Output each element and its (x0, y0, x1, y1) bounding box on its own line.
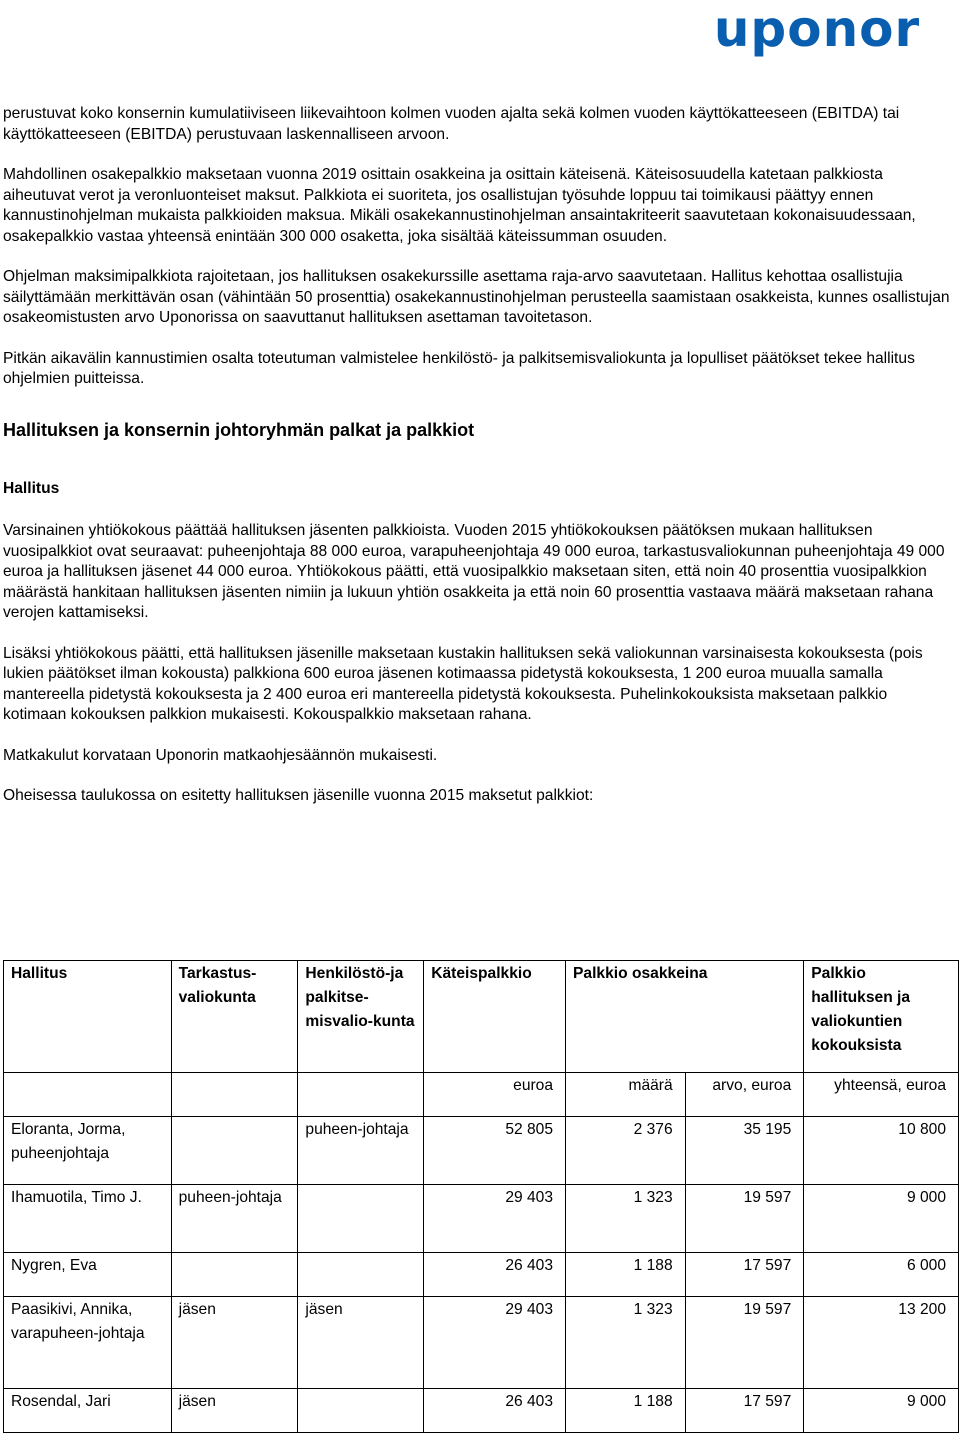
hr-committee-role: jäsen (298, 1297, 424, 1389)
hr-committee-role (298, 1389, 424, 1433)
header-kateispalkkio: Käteispalkkio (424, 961, 566, 1073)
subsection-heading: Hallitus (3, 479, 60, 497)
member-name: Ihamuotila, Timo J. (4, 1185, 172, 1253)
table-header-row (4, 961, 959, 1073)
member-name: Rosendal, Jari (4, 1389, 172, 1433)
table-row (4, 1253, 959, 1297)
board-fees-table (3, 960, 959, 1433)
meeting-fees: 9 000 (804, 1185, 959, 1253)
meeting-fees: 10 800 (804, 1117, 959, 1185)
units-cell (171, 1073, 298, 1117)
share-count: 1 323 (566, 1297, 686, 1389)
logo-wordmark: uponor (713, 2, 921, 58)
units-cell: määrä (566, 1073, 686, 1117)
table-row (4, 1297, 959, 1389)
header-hallitus: Hallitus (4, 961, 172, 1073)
table-row (4, 1117, 959, 1185)
share-value: 35 195 (685, 1117, 804, 1185)
uponor-logo (702, 2, 932, 62)
paragraph-8: Oheisessa taulukossa on esitetty hallituksen jäsenille vuonna 2015 maksetut palkkiot: (3, 787, 594, 804)
header-palkkio-osakkeina: Palkkio osakkeina (566, 961, 804, 1073)
share-value: 19 597 (685, 1185, 804, 1253)
audit-committee-role: jäsen (171, 1389, 298, 1433)
meeting-fees: 6 000 (804, 1253, 959, 1297)
audit-committee-role: puheen-johtaja (171, 1185, 298, 1253)
paragraph-6: Lisäksi yhtiökokous päätti, että hallituksen jäsenille maksetaan kustakin hallituksen sekä valiokunnan varsinaisesta kokouksesta (pois lukien päätökset ilman kokousta) palkkiona 600 euroa jäsenen kotimaassa pidetystä kokouksesta, 1 200 euroa muualla samalla mantereella pidetystä kokouksesta ja 2 400 euroa eri mantereella pidetystä kokouksesta. Puhelinkokouksista maksetaan palkkio kotimaan kokouksen palkkion mukaisesti. Kokouspalkkio maksetaan rahana. (3, 644, 923, 723)
header-kokouspalkkio: Palkkio hallituksen ja valiokuntien kokouksista (804, 961, 959, 1073)
paragraph-4: Pitkän aikavälin kannustimien osalta toteutuman valmistelee henkilöstö- ja palkitsemisvaliokunta ja lopulliset päätökset tekee hallitus ohjelmien puitteissa. (3, 349, 915, 387)
paragraph-2: Mahdollinen osakepalkkio maksetaan vuonna 2019 osittain osakkeina ja osittain käteisenä. Käteisosuudella katetaan palkkiosta aiheutuvat verot ja veronluonteiset maksut. Palkkiota ei suoriteta, jos osallistujan työsuhde loppuu tai toimikausi päättyy ennen kannustinohjelman mukaista palkkioiden maksua. Mikäli osakekannustinohjelman ansaintakriteerit saavutetaan kokonaisuudessaan, osakepalkkio vastaa yhteensä enintään 300 000 osaketta, joka sisältää käteissumman osuuden. (3, 166, 916, 245)
units-cell: yhteensä, euroa (804, 1073, 959, 1117)
section-heading: Hallituksen ja konsernin johtoryhmän palkat ja palkkiot (3, 419, 475, 440)
share-value: 17 597 (685, 1389, 804, 1433)
share-count: 1 323 (566, 1185, 686, 1253)
member-name: Nygren, Eva (4, 1253, 172, 1297)
share-value: 17 597 (685, 1253, 804, 1297)
cash-fee: 26 403 (424, 1253, 566, 1297)
cash-fee: 29 403 (424, 1297, 566, 1389)
paragraph-3: Ohjelman maksimipalkkiota rajoitetaan, jos hallituksen osakekurssille asettama raja-arvo saavutetaan. Hallitus kehottaa osallistujia säilyttämään merkittävän osan (vähintään 50 prosenttia) osakekannustinohjelman perusteella saamistaan osakkeista, kunnes osallistujan osakeomistusten arvo Uponorissa on saavuttanut hallituksen asettaman tavoitetason. (3, 268, 950, 326)
hr-committee-role: puheen-johtaja (298, 1117, 424, 1185)
share-count: 1 188 (566, 1253, 686, 1297)
table-units-row (4, 1073, 959, 1117)
table-row (4, 1389, 959, 1433)
member-name: Paasikivi, Annika, varapuheen-johtaja (4, 1297, 172, 1389)
paragraph-5: Varsinainen yhtiökokous päättää hallituksen jäsenten palkkioista. Vuoden 2015 yhtiökokouksen päätöksen mukaan hallituksen vuosipalkkiot ovat seuraavat: puheenjohtaja 88 000 euroa, varapuheenjohtaja 49 000 euroa, tarkastusvaliokunnan puheenjohtaja 49 000 euroa ja hallituksen jäsenet 44 000 euroa. Yhtiökokous päätti, että vuosipalkkio maksetaan siten, että noin 40 prosenttia vuosipalkkion määrästä hankitaan hallituksen jäsenten nimiin ja lukuun yhtiön osakkeita ja että noin 60 prosenttia vastaava määrä maksetaan rahana verojen kattamiseksi. (3, 522, 945, 621)
share-value: 19 597 (685, 1297, 804, 1389)
hr-committee-role (298, 1185, 424, 1253)
header-henkilostovaliokunta: Henkilöstö-ja palkitse-misvalio-kunta (298, 961, 424, 1073)
units-cell: euroa (424, 1073, 566, 1117)
header-tarkastusvaliokunta: Tarkastus-valiokunta (171, 961, 298, 1073)
units-cell: arvo, euroa (685, 1073, 804, 1117)
audit-committee-role (171, 1253, 298, 1297)
table-row (4, 1185, 959, 1253)
cash-fee: 29 403 (424, 1185, 566, 1253)
audit-committee-role (171, 1117, 298, 1185)
meeting-fees: 9 000 (804, 1389, 959, 1433)
share-count: 2 376 (566, 1117, 686, 1185)
paragraph-1: perustuvat koko konsernin kumulatiiviseen liikevaihtoon kolmen vuoden ajalta sekä kolmen vuoden käyttökatteeseen (EBITDA) tai käyttökatteeseen (EBITDA) perustuvaan laskennalliseen arvoon. (3, 105, 900, 143)
audit-committee-role: jäsen (171, 1297, 298, 1389)
document-body (3, 104, 953, 827)
paragraph-7: Matkakulut korvataan Uponorin matkaohjesäännön mukaisesti. (3, 746, 438, 764)
cash-fee: 52 805 (424, 1117, 566, 1185)
units-cell (298, 1073, 424, 1117)
meeting-fees: 13 200 (804, 1297, 959, 1389)
share-count: 1 188 (566, 1389, 686, 1433)
units-cell (4, 1073, 172, 1117)
cash-fee: 26 403 (424, 1389, 566, 1433)
member-name: Eloranta, Jorma, puheenjohtaja (4, 1117, 172, 1185)
hr-committee-role (298, 1253, 424, 1297)
